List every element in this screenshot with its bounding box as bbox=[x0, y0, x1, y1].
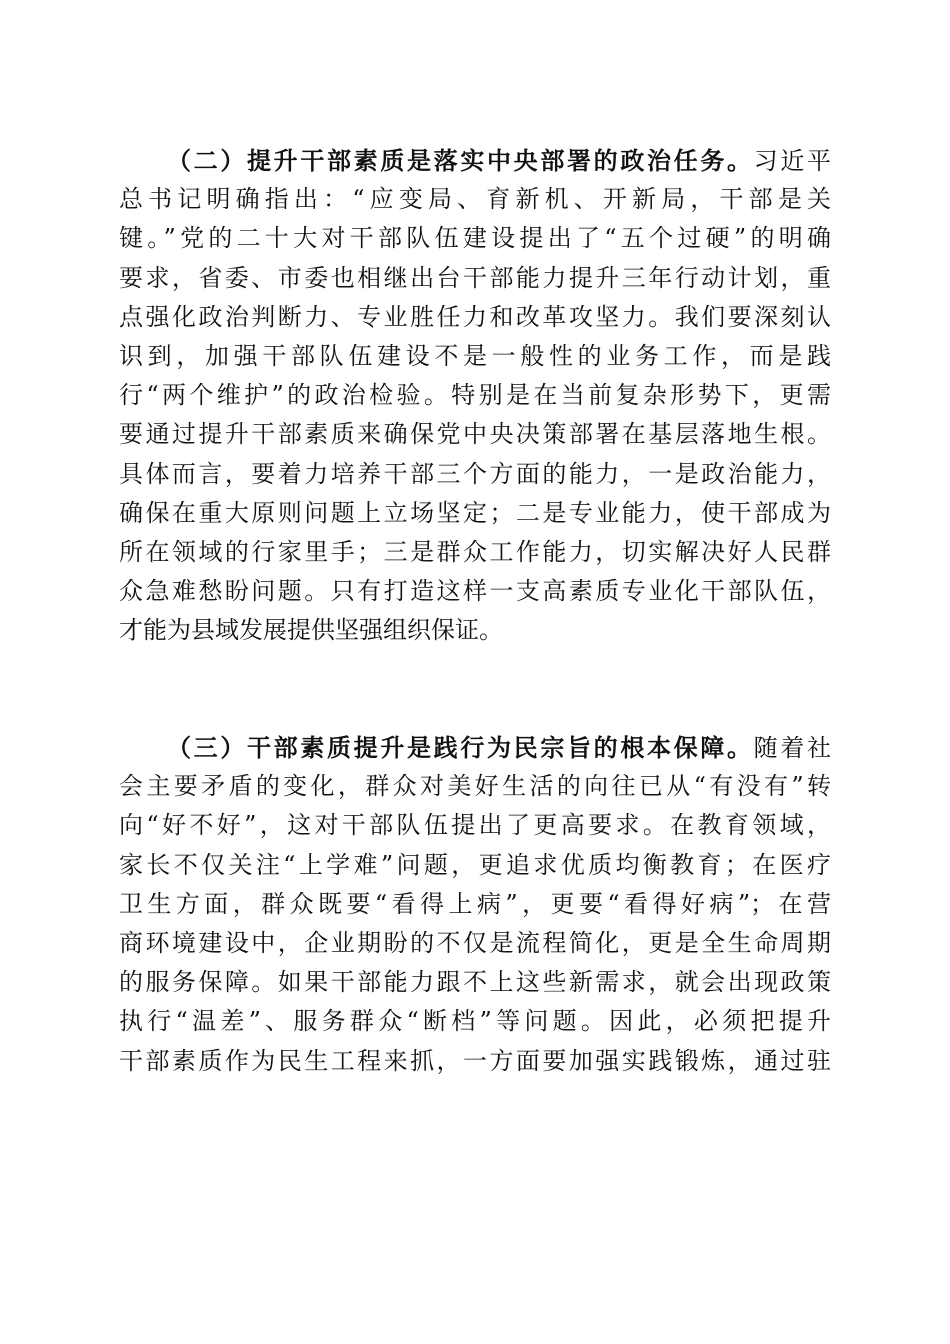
paragraph-line: 识到，加强干部队伍建设不是一般性的业务工作，而是践 bbox=[119, 341, 831, 370]
paragraph-line: 商环境建设中，企业期盼的不仅是流程简化，更是全生命周期 bbox=[119, 928, 831, 957]
paragraph-line: 总书记明确指出：“应变局、育新机、开新局，干部是关 bbox=[119, 185, 831, 214]
paragraph-line: 具体而言，要着力培养干部三个方面的能力，一是政治能力， bbox=[119, 459, 831, 488]
paragraph-line: 家长不仅关注“上学难”问题，更追求优质均衡教育；在医疗 bbox=[119, 850, 831, 879]
paragraph-line: 要求，省委、市委也相继出台干部能力提升三年行动计划，重 bbox=[119, 263, 831, 292]
paragraph-line: 卫生方面，群众既要“看得上病”，更要“看得好病”；在营 bbox=[119, 889, 831, 918]
paragraph-line bbox=[119, 728, 831, 767]
paragraph-line: 才能为县域发展提供坚强组织保证。 bbox=[119, 616, 503, 645]
paragraph-line: 众急难愁盼问题。只有打造这样一支高素质专业化干部队伍， bbox=[119, 577, 831, 606]
paragraph-lead: （三）干部素质提升是践行为民宗旨的根本保障。 bbox=[167, 733, 754, 762]
paragraph-line: 要通过提升干部素质来确保党中央决策部署在基层落地生根。 bbox=[119, 420, 831, 449]
paragraph-line: 所在领域的行家里手；三是群众工作能力，切实解决好人民群 bbox=[119, 537, 831, 566]
paragraph-line: 向“好不好”，这对干部队伍提出了更高要求。在教育领域， bbox=[119, 811, 831, 840]
paragraph-line: 确保在重大原则问题上立场坚定；二是专业能力，使干部成为 bbox=[119, 498, 831, 527]
paragraph-line: 点强化政治判断力、专业胜任力和改革攻坚力。我们要深刻认 bbox=[119, 302, 831, 331]
paragraph-text: 习近平 bbox=[753, 147, 831, 175]
paragraph-line: 的服务保障。如果干部能力跟不上这些新需求，就会出现政策 bbox=[119, 968, 831, 997]
paragraph-line bbox=[119, 141, 831, 180]
paragraph-line: 键。”党的二十大对干部队伍建设提出了“五个过硬”的明确 bbox=[119, 224, 831, 253]
paragraph-text: 随着社 bbox=[753, 734, 831, 762]
paragraph-line: 干部素质作为民生工程来抓，一方面要加强实践锻炼，通过驻 bbox=[119, 1046, 831, 1075]
paragraph-3 bbox=[119, 728, 831, 1081]
paragraph-lead: （二）提升干部素质是落实中央部署的政治任务。 bbox=[167, 146, 754, 175]
paragraph-line: 执行“温差”、服务群众“断档”等问题。因此，必须把提升 bbox=[119, 1007, 831, 1036]
paragraph-line: 行“两个维护”的政治检验。特别是在当前复杂形势下，更需 bbox=[119, 381, 831, 410]
paragraph-line: 会主要矛盾的变化，群众对美好生活的向往已从“有没有”转 bbox=[119, 772, 831, 801]
paragraph-2 bbox=[119, 141, 831, 650]
